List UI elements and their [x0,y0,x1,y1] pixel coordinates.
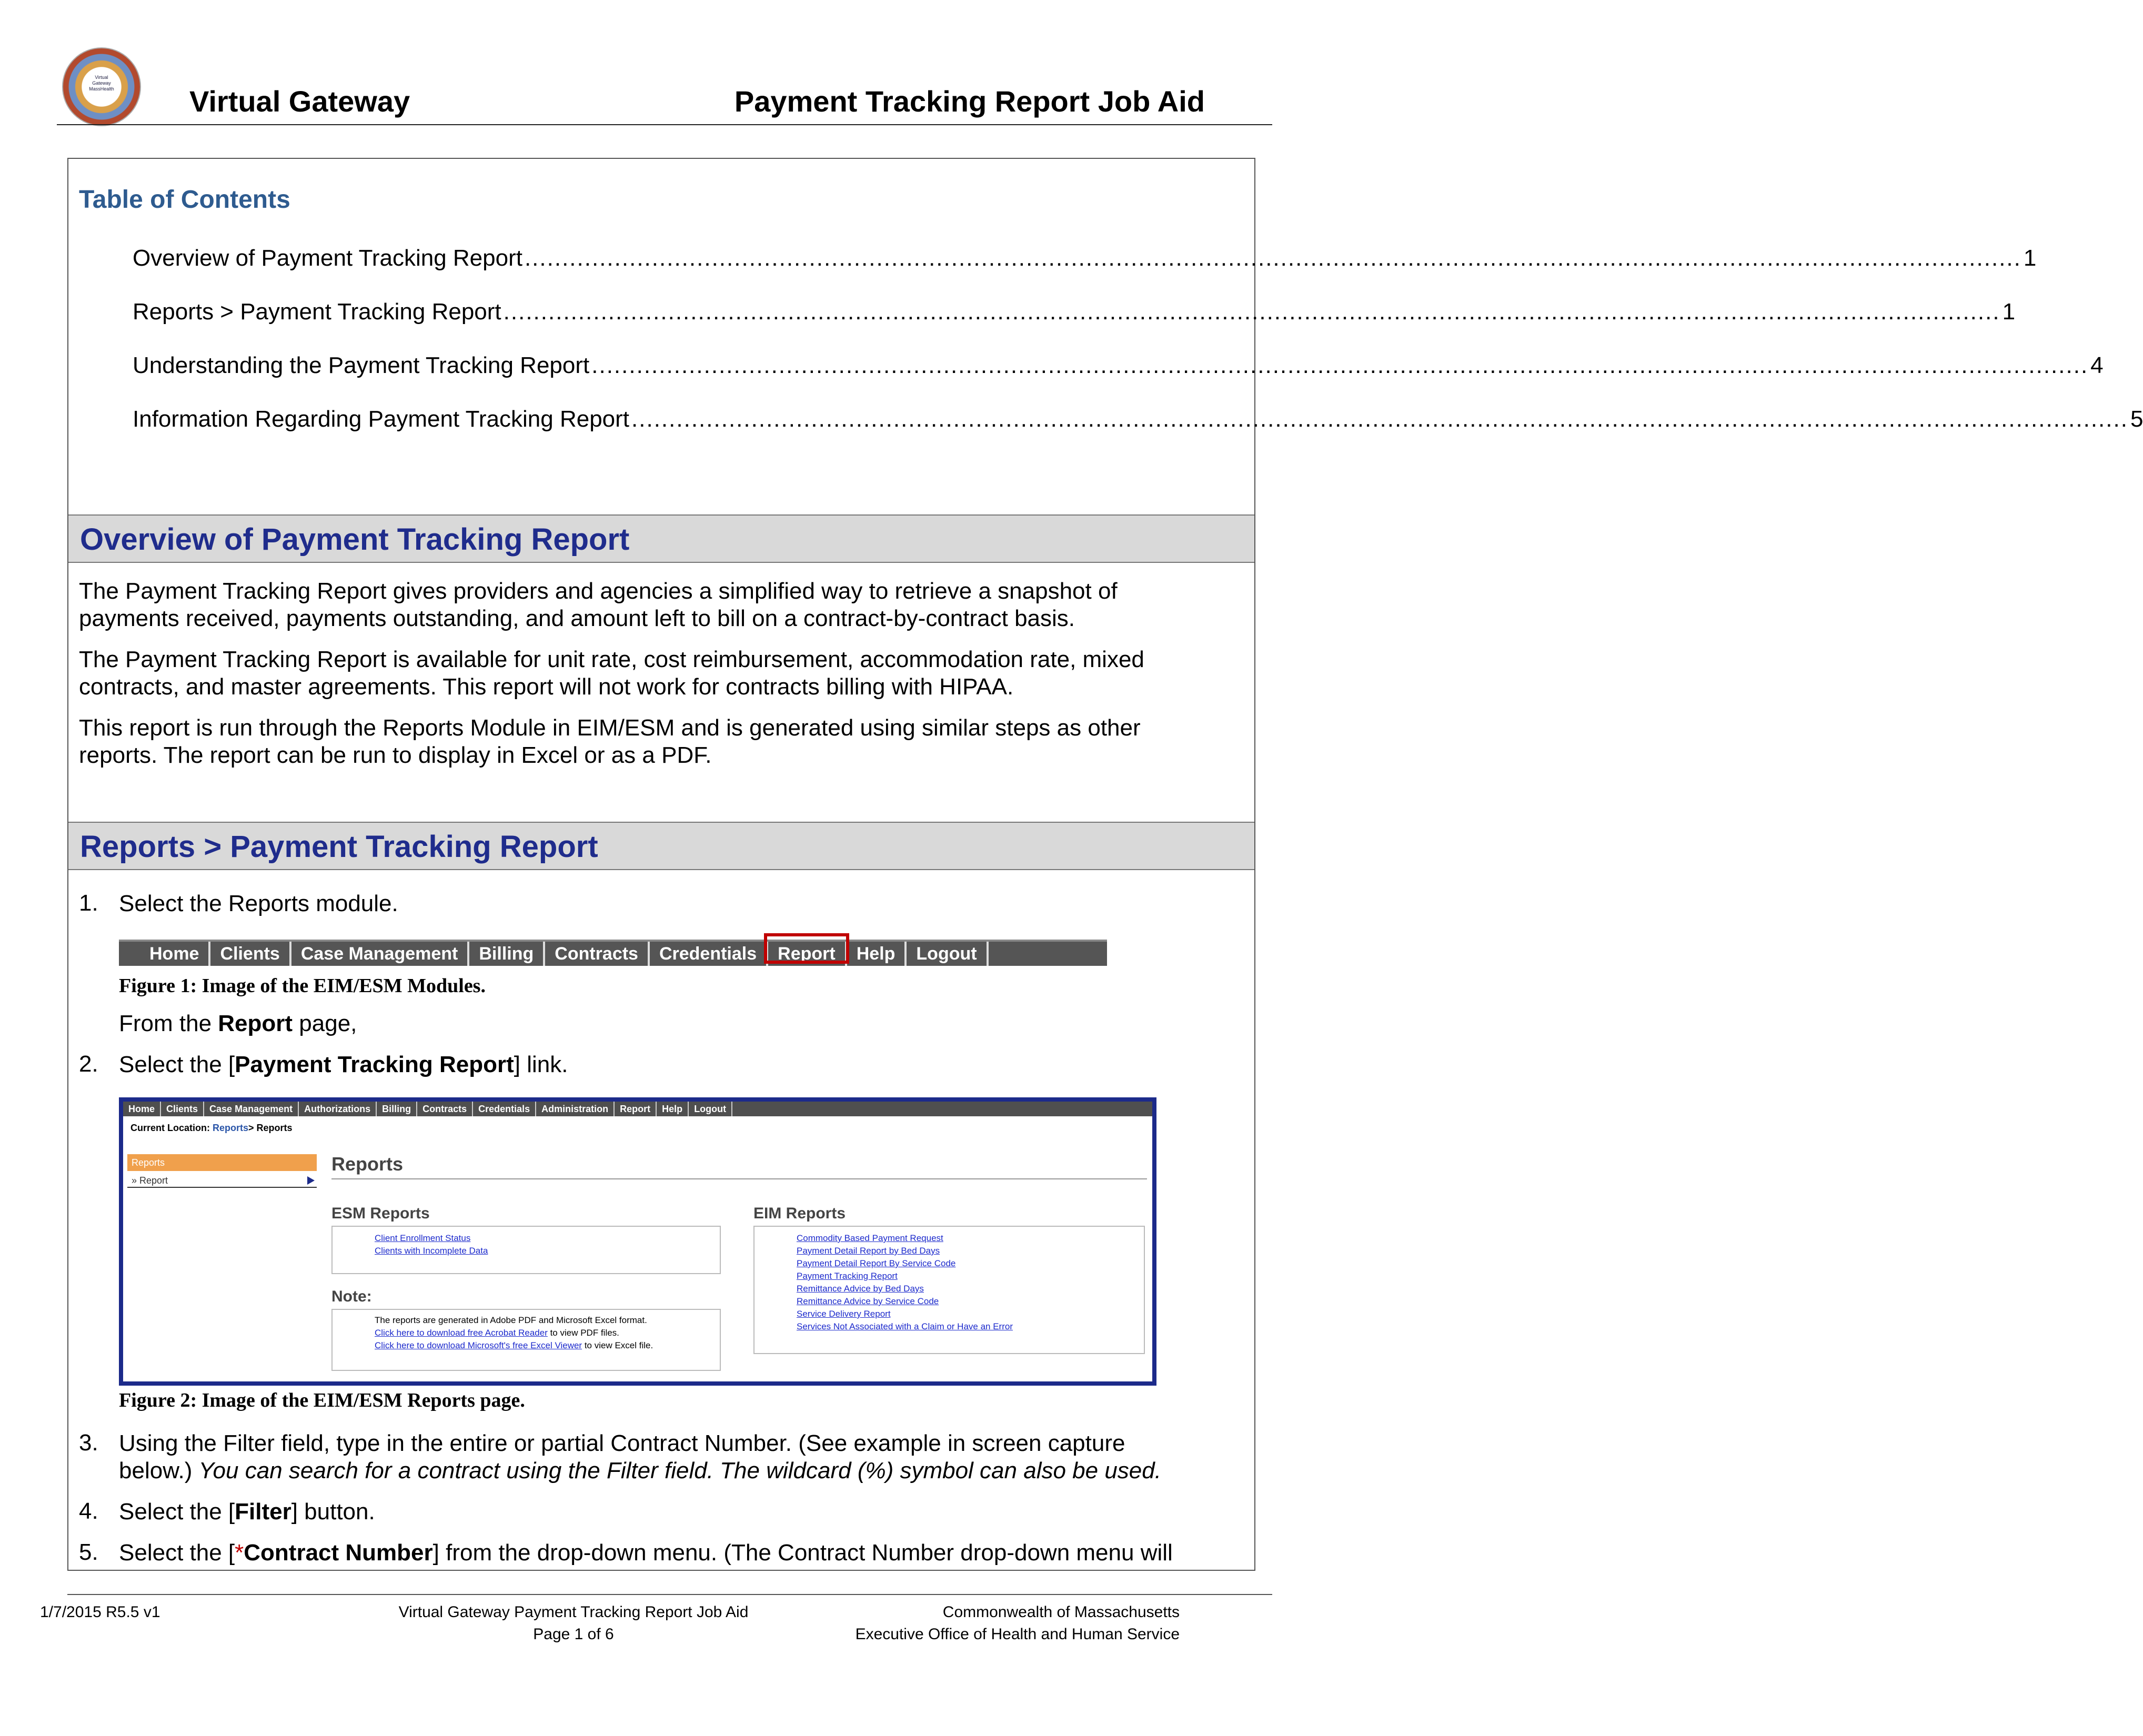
paragraph-line: reports. The report can be run to display in Excel or as a PDF. [79,742,712,768]
fig2-nav-case-management[interactable]: Case Management [204,1102,299,1116]
nav-credentials[interactable]: Credentials [650,942,768,966]
fig2-nav-contracts[interactable]: Contracts [417,1102,473,1116]
eim-report-link[interactable]: Payment Detail Report By Service Code [797,1258,956,1268]
nav-contracts[interactable]: Contracts [545,942,650,966]
overview-paragraph-2 [79,646,1236,701]
paragraph-line: payments received, payments outstanding, and amount left to bill on a contract-by-contract basis. [79,605,1075,631]
footer-right [856,1601,1180,1646]
footer-page-number: Page 1 of 6 [533,1626,614,1643]
sidebar-item-label: » Report [132,1175,168,1186]
fig2-nav-authorizations[interactable]: Authorizations [299,1102,377,1116]
reports-heading-band [68,822,1254,870]
footer-rule [67,1594,1272,1595]
toc-leader: ........................................................................................................................................................................................................ [524,245,2021,271]
acrobat-download-link[interactable]: Click here to download free Acrobat Reader [375,1328,548,1338]
nav-home[interactable]: Home [140,942,210,966]
payment-tracking-report-link[interactable]: Payment Tracking Report [797,1271,898,1281]
note-title: Note: [331,1288,372,1305]
eim-reports-title: EIM Reports [753,1205,846,1222]
virtual-gateway-logo [62,47,141,126]
excel-viewer-download-link[interactable]: Click here to download Microsoft's free Excel Viewer [375,1340,582,1350]
step-number: 1. [79,890,98,916]
toc-entry[interactable] [133,352,2104,379]
toc-entry-label: Overview of Payment Tracking Report [133,245,522,271]
footer-center [368,1601,779,1646]
toc-leader: ........................................................................................................................................................................................................ [503,299,2000,325]
fig2-nav-logout[interactable]: Logout [689,1102,732,1116]
fig2-nav-administration[interactable]: Administration [536,1102,615,1116]
nav-billing[interactable]: Billing [469,942,545,966]
toc-entry-label: Understanding the Payment Tracking Report [133,352,590,378]
toc-entry[interactable] [133,406,2143,432]
text-run: From the [119,1011,218,1036]
eim-report-link[interactable]: Remittance Advice by Bed Days [797,1284,924,1294]
toc-entry[interactable] [133,299,2016,325]
location-link[interactable]: Reports [213,1123,249,1133]
paragraph-line: The Payment Tracking Report gives providers and agencies a simplified way to retrieve a snapshot of [79,578,1118,604]
text-run: Select the [ [119,1052,235,1077]
header-rule [57,124,1272,125]
sidebar-item-report[interactable] [127,1173,317,1188]
sidebar-header: Reports [127,1154,317,1171]
required-star: * [235,1540,244,1566]
toc-leader: ........................................................................................................................................................................................................ [631,406,2128,432]
text-run: page, [293,1011,357,1036]
fig2-nav-home[interactable]: Home [123,1102,161,1116]
fig2-nav-help[interactable]: Help [657,1102,689,1116]
eim-report-link[interactable]: Remittance Advice by Service Code [797,1296,939,1306]
step-line [119,1457,1240,1485]
logo-text: Virtual Gateway MassHealth [86,75,117,99]
overview-paragraph-1 [79,578,1236,632]
arrow-right-icon [307,1176,315,1185]
figure-1-module-bar [119,932,1107,967]
title-rule [331,1178,1147,1179]
overview-heading-band [68,514,1254,563]
note-line [375,1339,720,1352]
footer-org: Commonwealth of Massachusetts [942,1603,1180,1621]
paragraph-line: The Payment Tracking Report is available for unit rate, cost reimbursement, accommodation rate, mixed [79,647,1144,672]
text-run: ] link. [514,1052,568,1077]
toc-page: 1 [2002,299,2016,325]
footer-left: 1/7/2015 R5.5 v1 [40,1603,160,1621]
eim-report-link[interactable]: Commodity Based Payment Request [797,1233,943,1243]
step-number: 2. [79,1051,98,1077]
step-4-text [119,1498,1240,1526]
paragraph-line: This report is run through the Reports Module in EIM/ESM and is generated using similar steps as other [79,715,1141,741]
esm-report-link[interactable]: Client Enrollment Status [375,1233,471,1243]
header-right-title: Payment Tracking Report Job Aid [734,85,1205,118]
nav-case-management[interactable]: Case Management [291,942,470,966]
step-number: 5. [79,1539,98,1565]
toc-page: 1 [2023,245,2037,271]
location-label: Current Location: [130,1123,213,1133]
text-run: ] button. [291,1499,375,1525]
overview-heading: Overview of Payment Tracking Report [80,522,630,557]
step-number: 4. [79,1498,98,1524]
toc-entry-label: Reports > Payment Tracking Report [133,299,501,325]
eim-reports-box [753,1226,1145,1354]
text-run: below.) [119,1458,199,1483]
text-bold: Payment Tracking Report [235,1052,514,1077]
step-number: 3. [79,1430,98,1456]
text-bold: Filter [235,1499,291,1525]
fig2-nav-report[interactable]: Report [615,1102,657,1116]
footer-office: Executive Office of Health and Human Service [855,1626,1180,1643]
note-line: The reports are generated in Adobe PDF and Microsoft Excel format. [375,1315,647,1325]
toc-entry-label: Information Regarding Payment Tracking Report [133,406,630,432]
nav-logout[interactable]: Logout [907,942,988,966]
toc-title: Table of Contents [79,186,290,214]
nav-report[interactable]: Report [768,942,847,966]
toc-page: 4 [2090,352,2104,378]
nav-help[interactable]: Help [847,942,907,966]
location-rest: > Reports [248,1123,293,1133]
module-nav-bar [119,940,1107,966]
step-3-text [119,1430,1240,1485]
step-5-text [119,1539,1240,1567]
fig2-nav-bar [123,1102,1152,1116]
note-rest: to view Excel file. [582,1340,653,1350]
text-bold: Report [218,1011,293,1036]
note-rest: to view PDF files. [547,1328,619,1338]
overview-paragraph-3 [79,714,1236,769]
figure-2-caption: Figure 2: Image of the EIM/ESM Reports page. [119,1389,525,1411]
reports-page-title: Reports [331,1153,404,1175]
text-bold: Contract Number [244,1540,433,1566]
eim-report-link[interactable]: Service Delivery Report [797,1309,891,1319]
reports-heading: Reports > Payment Tracking Report [80,830,598,864]
eim-report-link[interactable]: Payment Detail Report by Bed Days [797,1246,940,1256]
current-location [130,1123,293,1134]
paragraph-line: contracts, and master agreements. This report will not work for contracts billing with HIPAA. [79,674,1014,700]
esm-reports-title: ESM Reports [331,1205,430,1222]
footer-doc-title: Virtual Gateway Payment Tracking Report Job Aid [398,1603,749,1621]
text-italic: You can search for a contract using the Filter field. The wildcard (%) symbol can also be used. [198,1458,1161,1483]
fig2-nav-clients[interactable]: Clients [161,1102,204,1116]
note-line [375,1327,720,1339]
text-run: ] from the drop-down menu. (The Contract Number drop-down menu will [432,1540,1173,1566]
toc-leader: ........................................................................................................................................................................................................ [591,352,2089,378]
eim-report-link[interactable]: Services Not Associated with a Claim or Have an Error [797,1321,1013,1331]
header-left-title: Virtual Gateway [189,85,410,118]
from-report-page-text [119,1010,1240,1037]
toc-entry[interactable] [133,245,2037,271]
fig2-nav-billing[interactable]: Billing [377,1102,417,1116]
note-box [331,1309,721,1371]
step-2-text [119,1051,1240,1078]
text-run: Select the [ [119,1540,235,1566]
report-highlight-box [764,933,849,964]
toc-page: 5 [2130,406,2143,432]
esm-report-link[interactable]: Clients with Incomplete Data [375,1246,488,1256]
text-run: Select the [ [119,1499,235,1525]
nav-clients[interactable]: Clients [210,942,291,966]
nav-spacer [119,942,140,966]
fig2-nav-credentials[interactable]: Credentials [473,1102,536,1116]
step-line: Using the Filter field, type in the entire or partial Contract Number. (See example in screen capture [119,1430,1125,1456]
figure-1-caption: Figure 1: Image of the EIM/ESM Modules. [119,975,486,997]
step-1-text: Select the Reports module. [119,891,398,916]
esm-reports-box [331,1226,721,1274]
figure-2-reports-page [119,1097,1156,1386]
